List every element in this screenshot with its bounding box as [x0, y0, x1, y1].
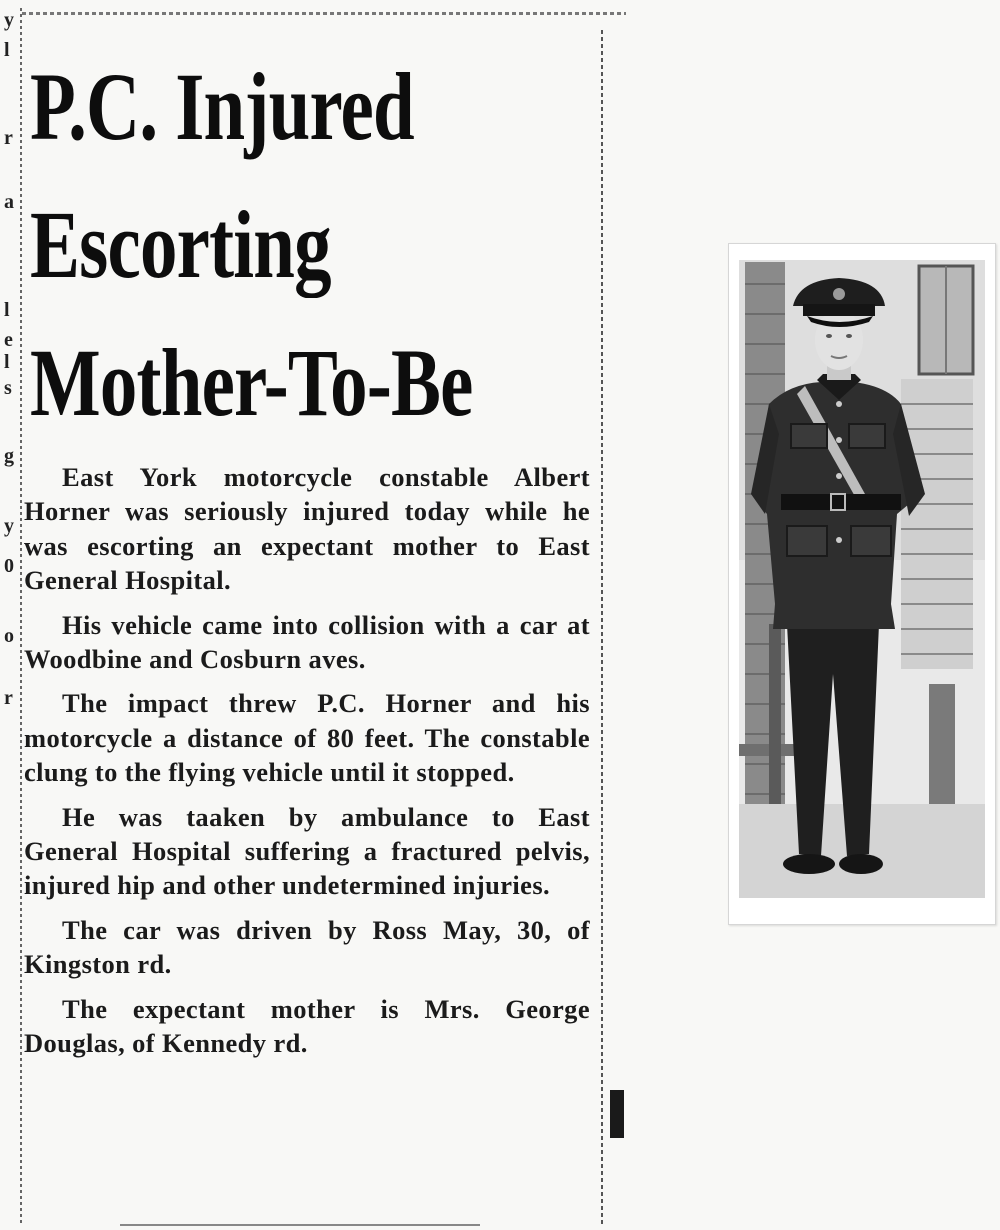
fragment-text: s: [4, 377, 12, 399]
fragment-text: r: [4, 127, 13, 149]
adjacent-column-fragments: [0, 0, 20, 1230]
column-rule-top: [22, 12, 626, 15]
headline: [30, 38, 600, 452]
fragment-text: l: [4, 351, 10, 373]
headline-line-2: Escorting: [30, 191, 331, 298]
headline-line-1: P.C. Injured: [30, 53, 414, 160]
article-body: [24, 460, 590, 1071]
headline-line-3: Mother-To-Be: [30, 329, 473, 436]
constable-photograph: [728, 243, 996, 925]
fragment-text: r: [4, 687, 13, 709]
fragment-text: g: [4, 445, 14, 467]
fragment-text: l: [4, 299, 10, 321]
column-rule-left: [20, 8, 22, 1223]
fragment-text: e: [4, 329, 13, 351]
fragment-text: y: [4, 515, 14, 537]
article-paragraph-5: The car was driven by Ross May, 30, of Kingston rd.: [24, 914, 590, 980]
fragment-text: a: [4, 191, 14, 213]
article-paragraph-4: He was taaken by ambulance to East General Hospital suffering a fractured pelvis, injured hip and other undetermined injuries.: [24, 801, 590, 901]
article-paragraph-2: His vehicle came into collision with a car at Woodbine and Cosburn aves.: [24, 609, 590, 675]
fragment-text: 0: [4, 555, 14, 577]
article-paragraph-1: East York motorcycle constable Albert Horner was seriously injured today while he was escorting an expectant mother to East General Hospital.: [24, 462, 590, 596]
article-paragraph-3: The impact threw P.C. Horner and his motorcycle a distance of 80 feet. The constable clung to the flying vehicle until it stopped.: [24, 688, 590, 788]
fragment-text: l: [4, 39, 10, 61]
column-rule-bottom: [120, 1224, 480, 1226]
column-rule-right: [601, 30, 603, 1225]
constable-photo-image: [729, 244, 995, 924]
article-paragraph-6: The expectant mother is Mrs. George Douglas, of Kennedy rd.: [24, 993, 590, 1059]
fragment-text: y: [4, 9, 14, 31]
adjacent-column-mark: [610, 1090, 624, 1138]
fragment-text: o: [4, 625, 14, 647]
